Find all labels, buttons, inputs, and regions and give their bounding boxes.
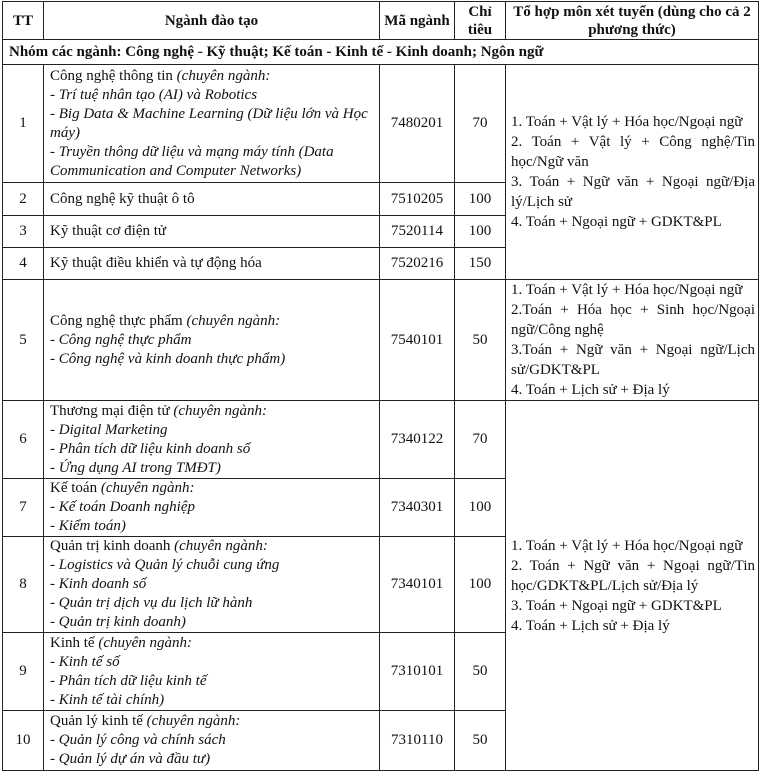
major-name: Công nghệ thực phẩm — [50, 312, 183, 329]
major-code: 7520216 — [380, 248, 455, 280]
major-quota: 150 — [455, 248, 506, 280]
major-suffix: (chuyên ngành: — [169, 402, 268, 419]
table-row — [3, 401, 759, 479]
combo-item: 3. Toán + Ngữ văn + Ngoại ngữ/Địa lý/Lịch sử — [511, 174, 755, 210]
specialization: - Kiểm toán) — [50, 518, 126, 534]
row-number: 6 — [3, 401, 44, 479]
header-quota: Chỉ tiêu — [455, 2, 506, 40]
major-quota: 50 — [455, 711, 506, 771]
row-number: 5 — [3, 280, 44, 401]
header-major: Ngành đào tạo — [44, 2, 380, 40]
specialization: - Truyền thông dữ liệu và mạng máy tính (Data Communication and Computer Networks) — [50, 143, 334, 179]
group-row — [3, 40, 759, 65]
specialization: - Ứng dụng AI trong TMĐT) — [50, 459, 221, 476]
specialization: - Quản lý công và chính sách — [50, 732, 226, 748]
major-cell — [44, 280, 380, 401]
major-name: Công nghệ thông tin — [50, 67, 173, 84]
combo-item: 1. Toán + Vật lý + Hóa học/Ngoại ngữ — [511, 282, 743, 298]
row-number: 10 — [3, 711, 44, 771]
specialization: - Phân tích dữ liệu kinh doanh số — [50, 440, 251, 457]
major-code: 7340122 — [380, 401, 455, 479]
specialization: - Kinh tế số — [50, 653, 120, 670]
combo-item: 2. Toán + Vật lý + Công nghệ/Tin học/Ngữ văn — [511, 134, 755, 170]
combo-item: 1. Toán + Vật lý + Hóa học/Ngoại ngữ — [511, 537, 743, 554]
major-cell — [44, 479, 380, 537]
admission-table — [2, 1, 759, 771]
row-number: 7 — [3, 479, 44, 537]
major-name: Thương mại điện tử — [50, 402, 170, 419]
combo-item: 3.Toán + Ngữ văn + Ngoại ngữ/Lịch sử/GDKT&PL — [511, 342, 755, 378]
row-number: 1 — [3, 65, 44, 183]
major-quota: 70 — [455, 65, 506, 183]
major-code: 7480201 — [380, 65, 455, 183]
major-cell — [44, 216, 380, 248]
specialization: - Công nghệ thực phẩm — [50, 331, 192, 348]
combo-cell-a — [506, 65, 759, 280]
major-name: Kế toán — [50, 480, 98, 496]
major-quota: 100 — [455, 183, 506, 216]
major-name: Kinh tế — [50, 634, 95, 651]
header-code: Mã ngành — [380, 2, 455, 40]
specialization: - Quản trị kinh doanh) — [50, 614, 186, 630]
major-name: Quản trị kinh doanh — [50, 538, 171, 554]
header-combo: Tổ hợp môn xét tuyển (dùng cho cả 2 phương thức) — [506, 2, 759, 40]
specialization: - Logistics và Quản lý chuỗi cung ứng — [50, 557, 280, 573]
major-quota: 100 — [455, 479, 506, 537]
row-number: 2 — [3, 183, 44, 216]
major-quota: 50 — [455, 280, 506, 401]
major-quota: 100 — [455, 216, 506, 248]
major-cell — [44, 633, 380, 711]
major-cell — [44, 537, 380, 633]
combo-item: 2. Toán + Ngữ văn + Ngoại ngữ/Tin học/GDKT&PL/Lịch sử/Địa lý — [511, 557, 755, 594]
combo-item: 3. Toán + Ngoại ngữ + GDKT&PL — [511, 597, 722, 614]
combo-item: 4. Toán + Lịch sử + Địa lý — [511, 382, 670, 398]
group-title: Nhóm các ngành: Công nghệ - Kỹ thuật; Kế toán - Kinh tế - Kinh doanh; Ngôn ngữ — [3, 40, 759, 65]
combo-cell-b — [506, 280, 759, 401]
specialization: - Trí tuệ nhân tạo (AI) và Robotics — [50, 86, 258, 103]
major-cell — [44, 183, 380, 216]
major-cell — [44, 65, 380, 183]
major-suffix: (chuyên ngành: — [170, 538, 268, 554]
table-row — [3, 280, 759, 401]
specialization: - Công nghệ và kinh doanh thực phẩm) — [50, 350, 286, 367]
major-code: 7510205 — [380, 183, 455, 216]
table-row — [3, 65, 759, 183]
combo-item: 1. Toán + Vật lý + Hóa học/Ngoại ngữ — [511, 114, 743, 130]
specialization: - Kế toán Doanh nghiệp — [50, 499, 195, 515]
specialization: - Digital Marketing — [50, 421, 168, 438]
major-suffix: (chuyên ngành: — [94, 634, 193, 651]
major-suffix: (chuyên ngành: — [97, 480, 195, 496]
major-code: 7340101 — [380, 537, 455, 633]
header-row — [3, 2, 759, 40]
major-quota: 50 — [455, 633, 506, 711]
major-code: 7520114 — [380, 216, 455, 248]
row-number: 8 — [3, 537, 44, 633]
major-suffix: (chuyên ngành: — [172, 67, 271, 84]
specialization: - Quản lý dự án và đầu tư) — [50, 751, 211, 767]
major-name: Kỹ thuật cơ điện tử — [50, 223, 167, 239]
major-code: 7540101 — [380, 280, 455, 401]
row-number: 9 — [3, 633, 44, 711]
specialization: - Kinh tế tài chính) — [50, 691, 165, 708]
row-number: 3 — [3, 216, 44, 248]
specialization: - Kinh doanh số — [50, 576, 147, 592]
header-tt: TT — [3, 2, 44, 40]
major-cell — [44, 401, 380, 479]
major-suffix: (chuyên ngành: — [142, 713, 241, 729]
combo-item: 4. Toán + Lịch sử + Địa lý — [511, 617, 670, 634]
combo-cell-c — [506, 401, 759, 771]
major-quota: 100 — [455, 537, 506, 633]
major-code: 7310101 — [380, 633, 455, 711]
combo-item: 2.Toán + Hóa học + Sinh học/Ngoại ngữ/Công nghệ — [511, 302, 755, 338]
major-code: 7310110 — [380, 711, 455, 771]
major-name: Công nghệ kỹ thuật ô tô — [50, 190, 195, 207]
major-cell — [44, 711, 380, 771]
major-quota: 70 — [455, 401, 506, 479]
row-number: 4 — [3, 248, 44, 280]
combo-item: 4. Toán + Ngoại ngữ + GDKT&PL — [511, 214, 722, 230]
major-name: Quản lý kinh tế — [50, 713, 143, 729]
major-suffix: (chuyên ngành: — [182, 312, 281, 329]
specialization: - Quản trị dịch vụ du lịch lữ hành — [50, 595, 253, 611]
major-name: Kỹ thuật điều khiển và tự động hóa — [50, 255, 262, 271]
specialization: - Phân tích dữ liệu kinh tế — [50, 672, 207, 689]
major-cell — [44, 248, 380, 280]
major-code: 7340301 — [380, 479, 455, 537]
specialization: - Big Data & Machine Learning (Dữ liệu lớn và Học máy) — [50, 105, 368, 141]
